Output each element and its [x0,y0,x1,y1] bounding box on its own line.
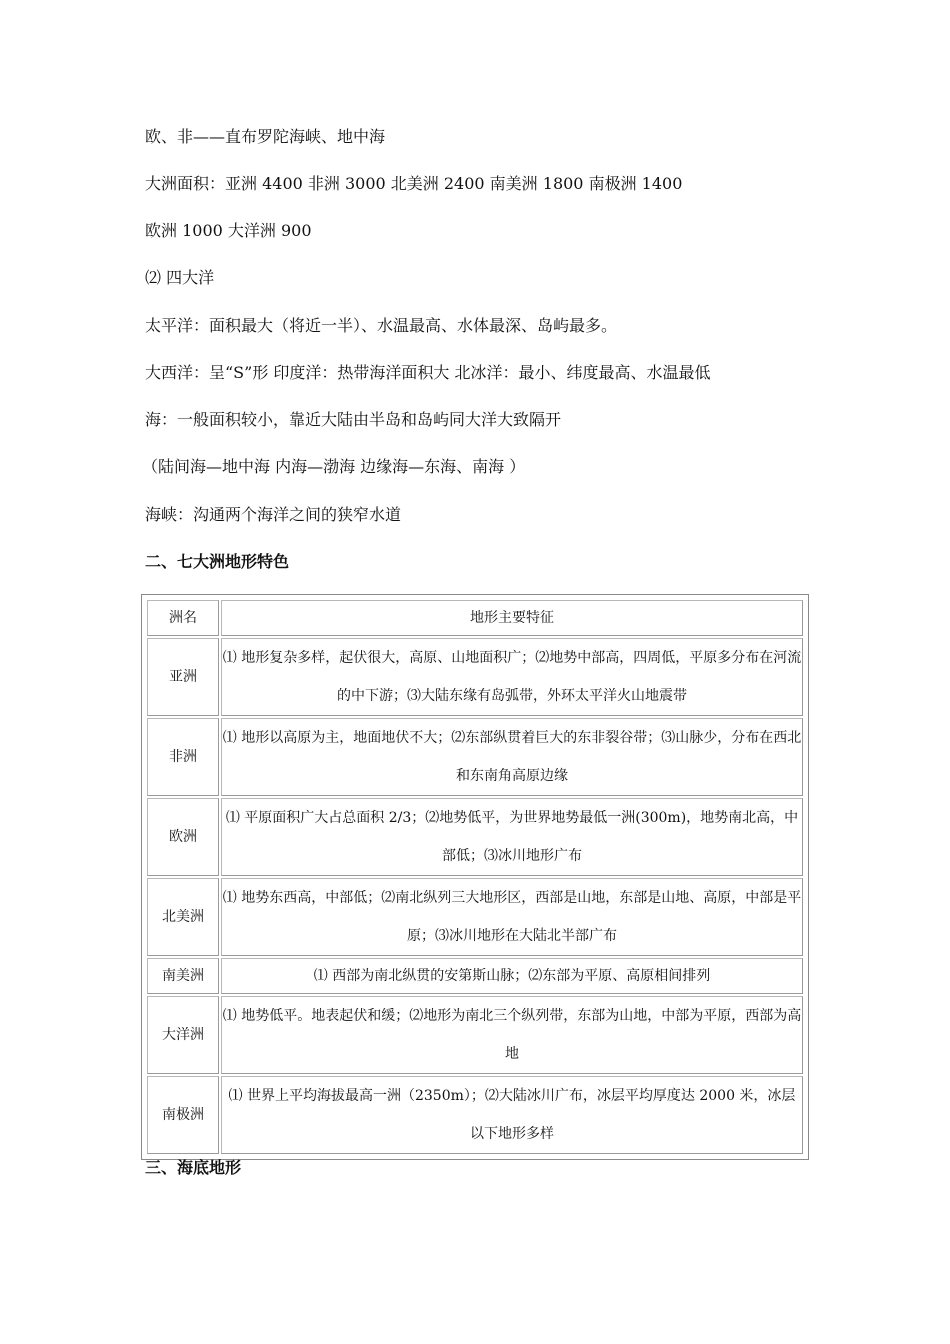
paragraph-strait-definition: 海峡：沟通两个海洋之间的狭窄水道 [145,505,402,524]
table-cell-continent: 非洲 [147,718,219,796]
table-cell-continent: 亚洲 [147,638,219,716]
terrain-table-frame [141,594,809,1160]
table-header-feature: 地形主要特征 [221,600,803,636]
table-cell-continent: 大洋洲 [147,996,219,1074]
table-row [147,638,803,716]
table-cell-continent: 北美洲 [147,878,219,956]
paragraph-pacific: 太平洋：面积最大（将近一半）、水温最高、水体最深、岛屿最多。 [145,316,618,335]
paragraph-continent-areas-cont: 欧洲 1000 大洋洲 900 [145,221,312,240]
table-header-continent: 洲名 [147,600,219,636]
table-row [147,958,803,994]
table-header-row [147,600,803,636]
table-row [147,996,803,1074]
paragraph-europe-africa-strait: 欧、非——直布罗陀海峡、地中海 [145,127,386,146]
table-row [147,718,803,796]
table-cell-continent: 南美洲 [147,958,219,994]
section-heading-continent-terrain: 二、七大洲地形特色 [145,552,290,571]
table-cell-feature: ⑴ 地形以高原为主，地面地伏不大；⑵东部纵贯着巨大的东非裂谷带；⑶山脉少，分布在西北和东南角高原边缘 [221,718,803,796]
table-row [147,878,803,956]
paragraph-four-oceans-title: ⑵ 四大洋 [145,268,215,287]
table-row [147,1076,803,1154]
table-cell-feature: ⑴ 平原面积广大占总面积 2/3；⑵地势低平，为世界地势最低一洲(300m)，地势南北高，中部低；⑶冰川地形广布 [221,798,803,876]
section-heading-seafloor: 三、海底地形 [145,1158,242,1177]
table-cell-feature: ⑴ 地势低平。地表起伏和缓；⑵地形为南北三个纵列带，东部为山地，中部为平原，西部为高地 [221,996,803,1074]
paragraph-atlantic-indian-arctic: 大西洋：呈“S”形 印度洋：热带海洋面积大 北冰洋：最小、纬度最高、水温最低 [145,363,711,382]
table-cell-continent: 欧洲 [147,798,219,876]
paragraph-sea-definition: 海：一般面积较小，靠近大陆由半岛和岛屿同大洋大致隔开 [145,410,562,429]
paragraph-continent-areas: 大洲面积：亚洲 4400 非洲 3000 北美洲 2400 南美洲 1800 南极洲 1400 [145,174,683,193]
table-cell-feature: ⑴ 地形复杂多样，起伏很大，高原、山地面积广；⑵地势中部高，四周低，平原多分布在河流的中下游；⑶大陆东缘有岛弧带，外环太平洋火山地震带 [221,638,803,716]
table-cell-feature: ⑴ 地势东西高，中部低；⑵南北纵列三大地形区，西部是山地，东部是山地、高原，中部是平原；⑶冰川地形在大陆北半部广布 [221,878,803,956]
table-cell-feature: ⑴ 西部为南北纵贯的安第斯山脉；⑵东部为平原、高原相间排列 [221,958,803,994]
paragraph-sea-examples: （陆间海—地中海 内海—渤海 边缘海—东海、南海 ） [142,457,526,476]
terrain-table [145,598,805,1156]
table-cell-continent: 南极洲 [147,1076,219,1154]
table-cell-feature: ⑴ 世界上平均海拔最高一洲（2350m）；⑵大陆冰川广布，冰层平均厚度达 2000 米，冰层以下地形多样 [221,1076,803,1154]
table-row [147,798,803,876]
